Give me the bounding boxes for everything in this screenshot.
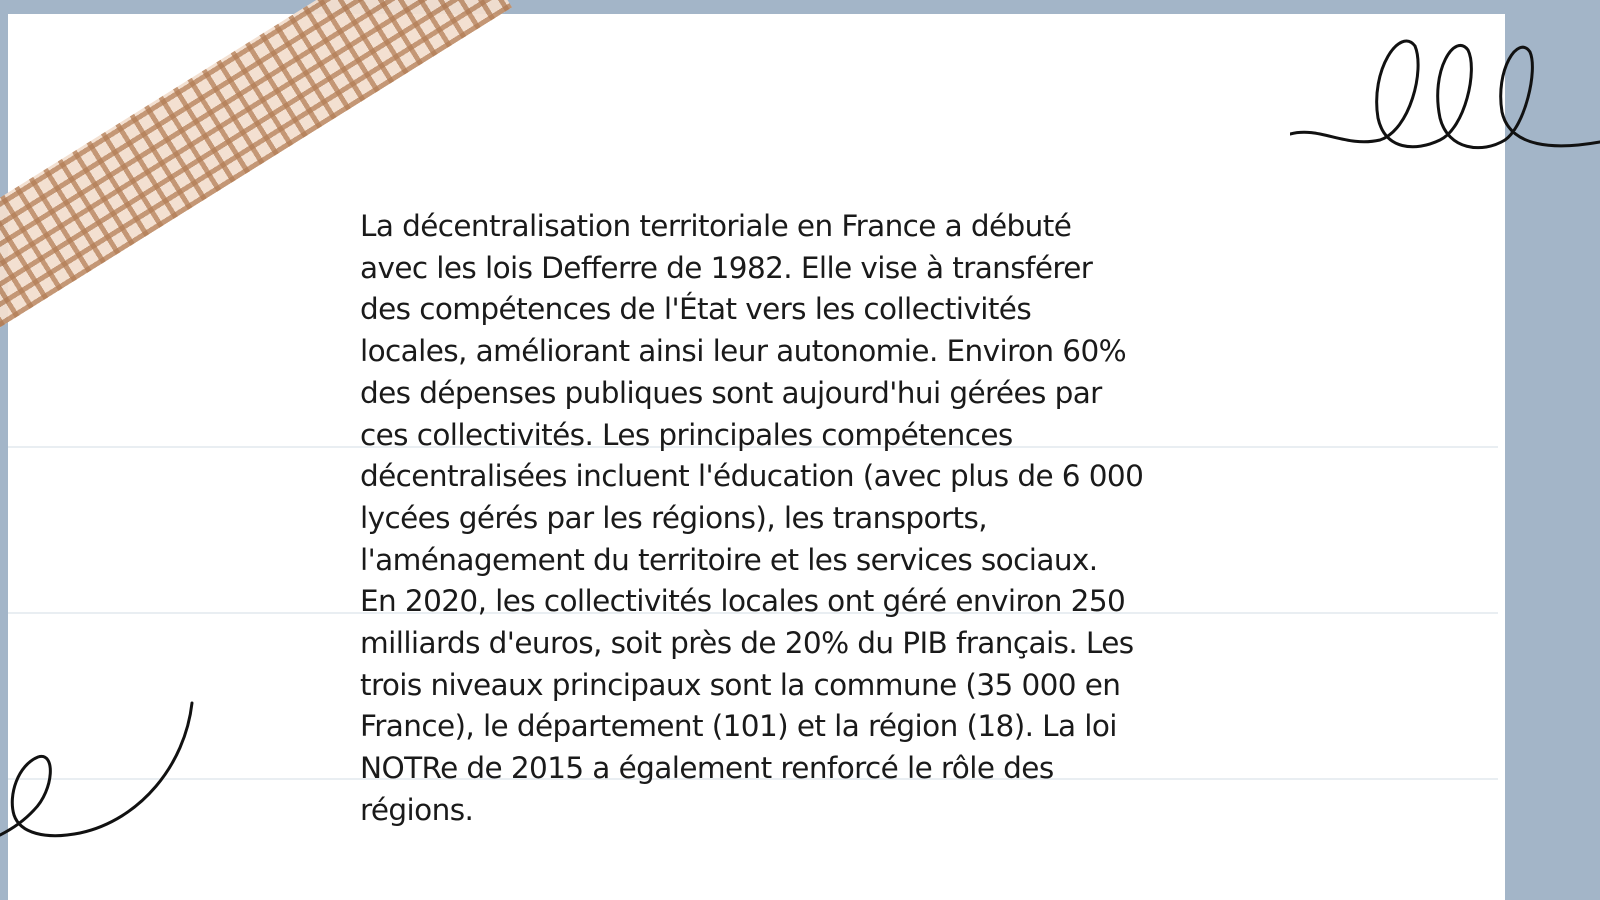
loop-scribble-icon	[1290, 30, 1600, 165]
body-paragraph: La décentralisation territoriale en France a débuté avec les lois Defferre de 1982. Elle vise à transférer des compétences de l'État vers les collectivités locales, améliorant ainsi leur autonomie. Environ 60% des dépenses publiques sont aujourd'hui gérées par ces collectivités. Les principales compétences décentralisées incluent l'éducation (avec plus de 6 000 lycées gérés par les régions), les transports, l'aménagement du territoire et les services sociaux. En 2020, les collectivités locales ont géré environ 250 milliards d'euros, soit près de 20% du PIB français. Les trois niveaux principaux sont la commune (35 000 en France), le département (101) et la région (18). La loi NOTRe de 2015 a également renforcé le rôle des régions.	[360, 209, 1144, 827]
check-swoosh-icon	[0, 695, 200, 850]
